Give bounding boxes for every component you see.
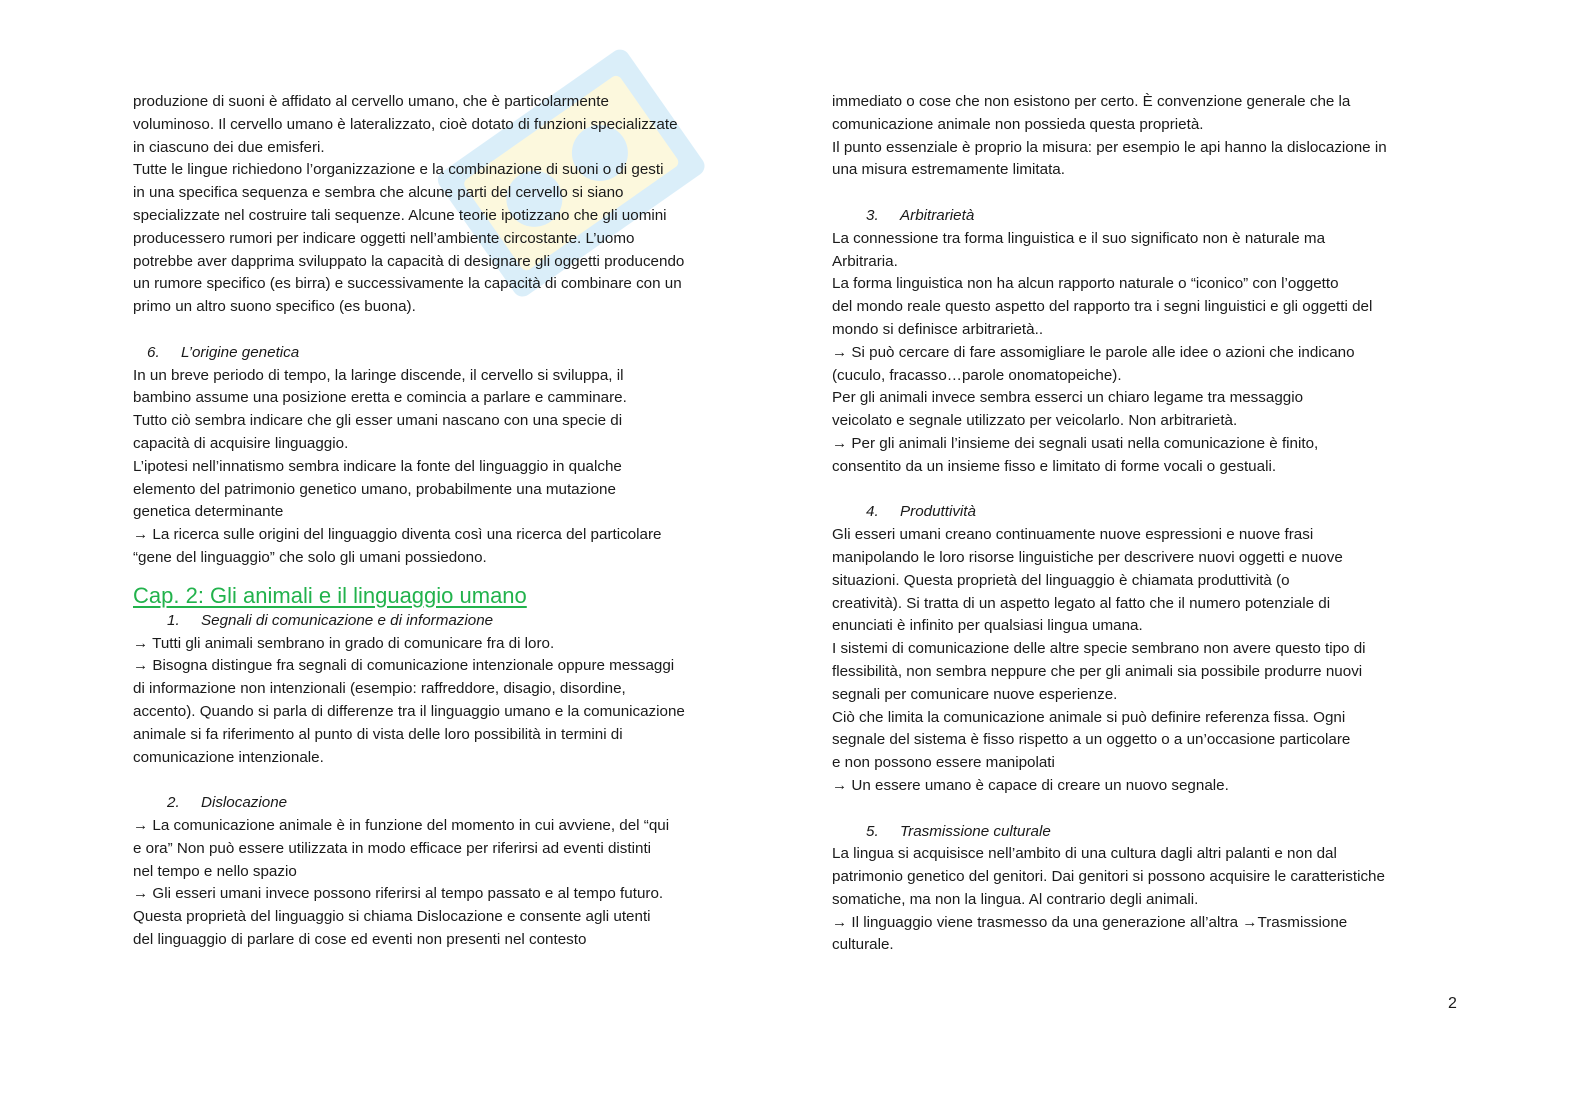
text-line: (cuculo, fracasso…parole onomatopeiche).: [832, 366, 1122, 384]
text-line: → La ricerca sulle origini del linguaggio diventa così una ricerca del particolare: [133, 526, 662, 544]
text-line: produzione di suoni è affidato al cervello umano, che è particolarmente: [133, 93, 609, 110]
left-column: [133, 91, 773, 952]
text-line: genetica determinante: [133, 503, 284, 521]
text-line: immediato o cose che non esistono per certo. È convenzione generale che la: [832, 93, 1351, 110]
left-intro-paragraph: [133, 91, 773, 319]
text-line: specializzate nel costruire tali sequenze. Alcune teorie ipotizzano che gli uomini: [133, 206, 667, 224]
text-line: “gene del linguaggio” che solo gli umani possiedono.: [133, 548, 487, 566]
section-1-heading: [133, 610, 773, 633]
text-line: voluminoso. Il cervello umano è lateralizzato, cioè dotato di funzioni specializzate: [133, 115, 678, 133]
text-line: creatività). Si tratta di un aspetto legato al fatto che il numero potenziale di: [832, 594, 1331, 612]
section-number: 6.: [147, 343, 160, 361]
text-line: → Gli esseri umani invece possono riferirsi al tempo passato e al tempo futuro.: [133, 885, 664, 903]
text-line: e ora” Non può essere utilizzata in modo efficace per riferirsi ad eventi distinti: [133, 839, 652, 857]
section-title: Trasmissione culturale: [900, 822, 1051, 840]
text-line: nel tempo e nello spazio: [133, 862, 297, 880]
text-line: enunciati è infinito per qualsiasi lingua umana.: [832, 617, 1143, 635]
section-5-body: [832, 843, 1472, 957]
text-line: comunicazione animale non possieda questa proprietà.: [832, 115, 1204, 133]
section-number: 5.: [866, 822, 879, 840]
text-line: potrebbe aver dapprima sviluppato la capacità di designare gli oggetti producendo: [133, 252, 685, 270]
text-line: La lingua si acquisisce nell’ambito di una cultura dagli altri palanti e non dal: [832, 845, 1337, 863]
chapter-heading: Cap. 2: Gli animali e il linguaggio umano: [133, 582, 527, 608]
text-line: primo un altro suono specifico (es buona).: [133, 298, 416, 316]
text-line: situazioni. Questa proprietà del linguaggio è chiamata produttività (o: [832, 571, 1290, 589]
text-line: L’ipotesi nell’innatismo sembra indicare la fonte del linguaggio in qualche: [133, 457, 622, 475]
text-line: La connessione tra forma linguistica e il suo significato non è naturale ma: [832, 229, 1326, 247]
text-line: consentito da un insieme fisso e limitato di forme vocali o gestuali.: [832, 457, 1277, 475]
section-2-heading: [133, 792, 773, 815]
section-4-heading: [832, 501, 1472, 524]
text-line: una misura estremamente limitata.: [832, 161, 1065, 179]
text-line: Il punto essenziale è proprio la misura: per esempio le api hanno la dislocazione in: [832, 138, 1387, 156]
text-line: e non possono essere manipolati: [832, 754, 1055, 772]
text-line: segnale del sistema è fisso rispetto a un oggetto o a un’occasione particolare: [832, 731, 1351, 749]
section-title: Arbitrarietà: [900, 206, 975, 224]
text-line: mondo si definisce arbitrarietà..: [832, 320, 1044, 338]
section-1-body: [133, 633, 773, 770]
text-line: Per gli animali invece sembra esserci un chiaro legame tra messaggio: [832, 389, 1304, 407]
section-3-heading: [832, 205, 1472, 228]
text-line: somatiche, ma non la lingua. Al contrario degli animali.: [832, 890, 1199, 908]
section-3-body: [832, 228, 1472, 479]
text-line: In un breve periodo di tempo, la laringe discende, il cervello si sviluppa, il: [133, 366, 624, 384]
text-line: accento). Quando si parla di differenze tra il linguaggio umano e la comunicazione: [133, 702, 685, 720]
text-line: La forma linguistica non ha alcun rapporto naturale o “iconico” con l’oggetto: [832, 275, 1339, 293]
text-line: in una specifica sequenza e sembra che alcune parti del cervello si siano: [133, 184, 624, 202]
text-line: veicolato e segnale utilizzato per veicolarlo. Non arbitrarietà.: [832, 412, 1238, 430]
section-number: 2.: [167, 794, 180, 812]
text-line: → Si può cercare di fare assomigliare le parole alle idee o azioni che indicano: [832, 343, 1355, 361]
section-title: Segnali di comunicazione e di informazione: [201, 611, 494, 629]
right-intro-paragraph: [832, 91, 1472, 182]
text-line: → Tutti gli animali sembrano in grado di comunicare fra di loro.: [133, 634, 555, 652]
text-line: Tutto ciò sembra indicare che gli esser umani nascano con una specie di: [133, 412, 623, 430]
text-line: Tutte le lingue richiedono l’organizzazione e la combinazione di suoni o di gesti: [133, 161, 664, 179]
section-title: Produttività: [900, 503, 976, 521]
right-column: [832, 91, 1472, 957]
text-line: producessero rumori per indicare oggetti nell’ambiente circostante. L’uomo: [133, 229, 635, 247]
text-line: bambino assume una posizione eretta e comincia a parlare e camminare.: [133, 389, 627, 407]
text-line: elemento del patrimonio genetico umano, probabilmente una mutazione: [133, 480, 616, 498]
text-line: di informazione non intenzionali (esempio: raffreddore, disagio, disordine,: [133, 680, 626, 698]
text-line: animale si fa riferimento al punto di vista delle loro possibilità in termini di: [133, 725, 623, 743]
text-line: patrimonio genetico del genitori. Dai genitori si possono acquisire le caratteristiche: [832, 868, 1385, 886]
text-line: → Il linguaggio viene trasmesso da una generazione all’altra →Trasmissione: [832, 913, 1348, 931]
section-number: 4.: [866, 503, 879, 521]
page-number: 2: [1448, 995, 1457, 1012]
text-line: flessibilità, non sembra neppure che per gli animali sia possibile produrre nuovi: [832, 662, 1363, 680]
section-6-heading: [133, 342, 773, 365]
text-line: del linguaggio di parlare di cose ed eventi non presenti nel contesto: [133, 930, 587, 948]
section-number: 1.: [167, 611, 180, 629]
section-6-body: [133, 365, 773, 570]
text-line: Arbitraria.: [832, 252, 898, 270]
text-line: → Per gli animali l’insieme dei segnali usati nella comunicazione è finito,: [832, 434, 1319, 452]
text-line: segnali per comunicare nuove esperienze.: [832, 685, 1118, 703]
text-line: → La comunicazione animale è in funzione del momento in cui avviene, del “qui: [133, 816, 670, 834]
section-title: Dislocazione: [201, 794, 288, 812]
text-line: in ciascuno dei due emisferi.: [133, 138, 325, 156]
section-title: L’origine genetica: [181, 343, 300, 361]
text-line: comunicazione intenzionale.: [133, 748, 324, 766]
text-line: Questa proprietà del linguaggio si chiama Dislocazione e consente agli utenti: [133, 908, 651, 926]
text-line: manipolando le loro risorse linguistiche per descrivere nuovi oggetti e nuove: [832, 548, 1343, 566]
section-2-body: [133, 815, 773, 952]
text-line: del mondo reale questo aspetto del rapporto tra i segni linguistici e gli oggetti del: [832, 298, 1373, 316]
text-line: Ciò che limita la comunicazione animale si può definire referenza fissa. Ogni: [832, 708, 1346, 726]
text-line: → Un essere umano è capace di creare un nuovo segnale.: [832, 776, 1229, 794]
text-line: → Bisogna distingue fra segnali di comunicazione intenzionale oppure messaggi: [133, 657, 675, 675]
section-4-body: [832, 524, 1472, 798]
text-line: un rumore specifico (es birra) e successivamente la capacità di combinare con un: [133, 275, 682, 293]
text-line: capacità di acquisire linguaggio.: [133, 434, 349, 452]
text-line: I sistemi di comunicazione delle altre specie sembrano non avere questo tipo di: [832, 640, 1366, 658]
text-line: culturale.: [832, 936, 894, 954]
section-5-heading: [832, 821, 1472, 844]
text-line: Gli esseri umani creano continuamente nuove espressioni e nuove frasi: [832, 526, 1314, 544]
section-number: 3.: [866, 206, 879, 224]
